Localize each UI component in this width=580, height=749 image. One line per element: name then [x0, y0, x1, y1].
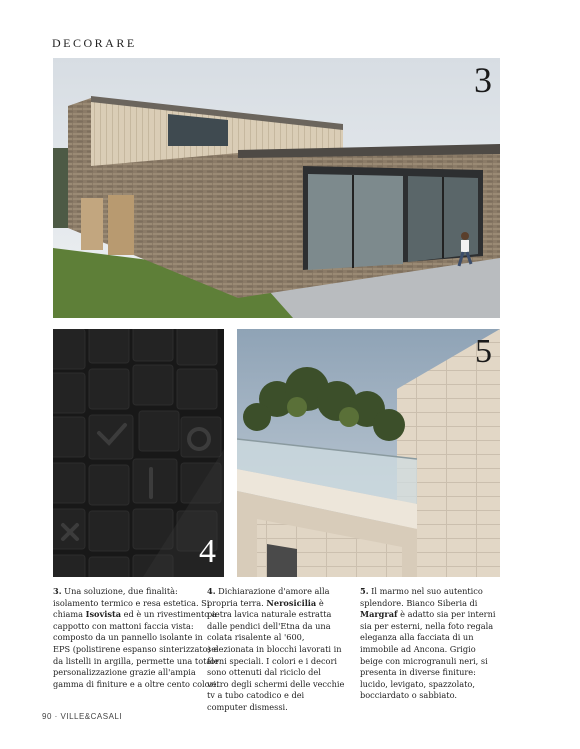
brand-name: Margraf [360, 609, 398, 620]
caption-margraf [360, 586, 500, 702]
lava-stone-photo [53, 329, 224, 577]
caption-text: ed è un rivestimento a cappotto con mattoni faccia vista: composto da un pannello isolante in EPS (polistirene espanso sinterizzato) e da listelli in argilla, permette una totale personalizzazione grazie all'ampia gamma di finiture e a oltre cento colori. [53, 609, 219, 689]
caption-text: Il marmo nel suo autentico splendore. Bianco Siberia di [360, 586, 483, 608]
brand-name: Isovista [85, 609, 122, 620]
house-photo [53, 58, 500, 318]
house-illustration [53, 58, 500, 318]
caption-text: è adatto sia per interni sia per esterni, nella foto regala eleganza alla facciata di un immobile ad Ancona. Grigio beige con microgranuli neri, si presenta in diverse finiture: lucido, levigato, spazzolato, bocciardato o sabbiato. [360, 609, 496, 701]
marble-facade-photo [237, 329, 500, 577]
page-footer: 90 · VILLE&CASALI [42, 712, 123, 721]
caption-text: Dichiarazione d'amore alla propria terra. [207, 586, 330, 608]
photo-number: 4 [199, 533, 216, 570]
caption-text: Una soluzione, due finalità: isolamento termico e resa estetica. Si chiama [53, 586, 210, 620]
photo-number: 5 [475, 333, 492, 370]
caption-text: è pietra lavica naturale estratta dalle pendici dell'Etna da una colata risalente al '600, selezionata in blocchi lavorati in forni speciali. I colori e i decori sono ottenuti dal riciclo del vetro degli schermi delle vecchie tv a tubo catodico e dei computer dismessi. [207, 597, 345, 712]
brand-name: Nerosicilia [266, 597, 317, 608]
photo-number: 3 [474, 60, 492, 100]
marble-building-illustration [237, 329, 500, 577]
caption-isovista [53, 586, 221, 690]
caption-number: 3. [53, 586, 62, 596]
caption-number: 4. [207, 586, 216, 596]
caption-nerosicilia [207, 586, 345, 714]
caption-number: 5. [360, 586, 369, 596]
section-title: DECORARE [52, 36, 137, 50]
